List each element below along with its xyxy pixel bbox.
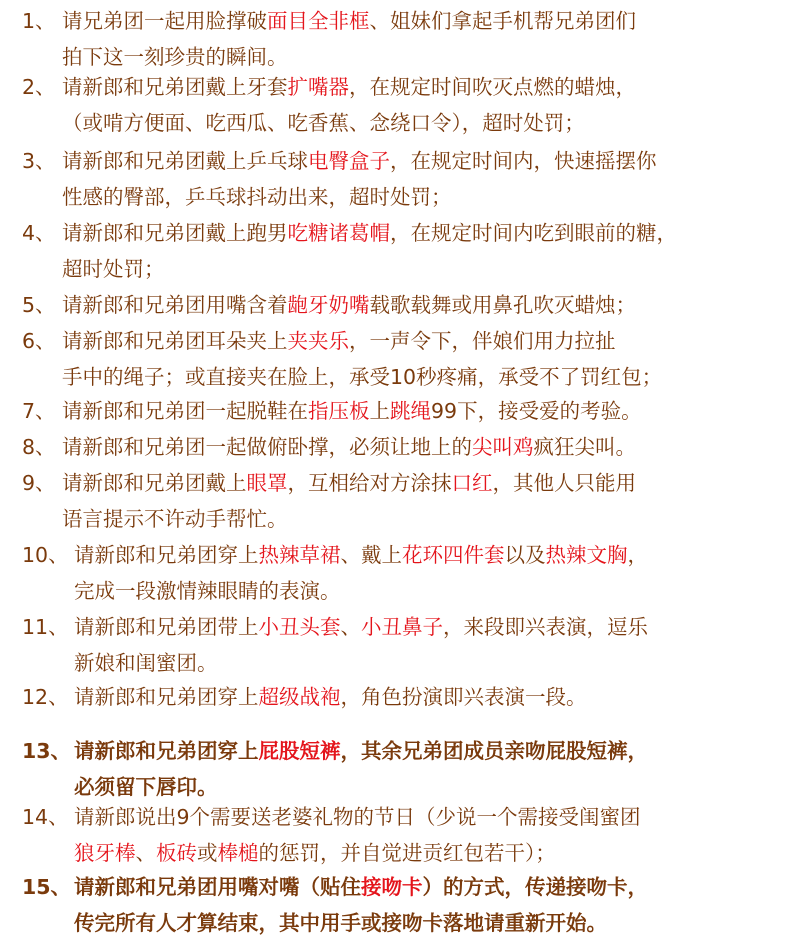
list-item xyxy=(0,8,790,80)
highlighted-prop: 狼牙棒 xyxy=(74,841,136,865)
item-text-line xyxy=(62,328,616,354)
text-segment: 请新郎和兄弟团戴上跑男 xyxy=(62,221,288,245)
text-segment: 请新郎和兄弟团戴上牙套 xyxy=(62,75,288,99)
text-segment: ，在规定时间内，快速摇摆你 xyxy=(390,149,657,173)
item-text-line xyxy=(62,506,288,532)
text-segment: 请新郎和兄弟团用嘴对嘴（贴住 xyxy=(74,875,361,899)
highlighted-prop: 屁股短裤 xyxy=(258,739,341,763)
item-number: 1、 xyxy=(22,9,56,33)
text-segment: 传完所有人才算结束，其中用手或接吻卡落地请重新开始。 xyxy=(74,911,607,935)
list-item xyxy=(0,874,790,946)
text-segment: ，在规定时间内吃到眼前的糖， xyxy=(390,221,677,245)
text-segment: 请新郎和兄弟团耳朵夹上 xyxy=(62,329,288,353)
text-segment: 或 xyxy=(197,841,218,865)
item-text-line xyxy=(62,148,657,174)
text-segment: ）的方式，传递接吻卡， xyxy=(422,875,648,899)
item-number: 9、 xyxy=(22,471,56,495)
list-item xyxy=(0,470,790,542)
text-segment: 的惩罚，并自觉进贡红包若干）； xyxy=(258,841,556,865)
text-segment: 性感的臀部，乒乓球抖动出来，超时处罚； xyxy=(62,185,452,209)
text-segment: 手中的绳子；或直接夹在脸上，承受10秒疼痛，承受不了罚红包； xyxy=(62,365,663,389)
highlighted-prop: 面目全非框 xyxy=(267,9,370,33)
highlighted-prop: 口红 xyxy=(451,471,493,495)
text-segment: 完成一段激情辣眼睛的表演。 xyxy=(74,579,341,603)
text-segment: 超时处罚； xyxy=(62,257,165,281)
item-text-line xyxy=(62,398,642,424)
item-number: 4、 xyxy=(22,221,56,245)
list-item xyxy=(0,542,790,614)
list-item xyxy=(0,292,790,328)
item-text-line xyxy=(62,110,585,136)
item-text-line xyxy=(62,292,636,318)
text-segment: 语言提示不许动手帮忙。 xyxy=(62,507,288,531)
item-text-line xyxy=(74,650,218,676)
highlighted-prop: 热辣草裙 xyxy=(258,543,341,567)
highlighted-prop: 龅牙奶嘴 xyxy=(287,293,370,317)
list-item xyxy=(0,434,790,470)
text-segment: ，其余兄弟团成员亲吻屁股短裤， xyxy=(340,739,648,763)
text-segment: ，在规定时间吹灭点燃的蜡烛， xyxy=(349,75,636,99)
highlighted-prop: 小丑鼻子 xyxy=(361,615,443,639)
item-text-line xyxy=(74,542,648,568)
text-segment: ， xyxy=(627,543,648,567)
list-item xyxy=(0,74,790,146)
text-segment: ，互相给对方涂抹 xyxy=(287,471,452,495)
list-item xyxy=(0,148,790,220)
text-segment: ，其他人只能用 xyxy=(492,471,636,495)
list-item xyxy=(0,738,790,810)
text-segment: 、 xyxy=(340,615,361,639)
highlighted-prop: 板砖 xyxy=(156,841,197,865)
text-segment: ，来段即兴表演，逗乐 xyxy=(443,615,648,639)
text-segment: 、 xyxy=(135,841,156,865)
item-number: 7、 xyxy=(22,399,56,423)
item-number: 11、 xyxy=(22,615,69,639)
item-text-line xyxy=(62,470,636,496)
text-segment: 以及 xyxy=(504,543,546,567)
list-item xyxy=(0,804,790,876)
text-segment: 请新郎说出9个需要送老婆礼物的节日（少说一个需接受闺蜜团 xyxy=(74,805,641,829)
item-text-line xyxy=(62,8,636,34)
text-segment: 载歌载舞或用鼻孔吹灭蜡烛； xyxy=(369,293,636,317)
highlighted-prop: 超级战袍 xyxy=(258,685,341,709)
text-segment: 请新郎和兄弟团戴上乒乓球 xyxy=(62,149,308,173)
item-number: 3、 xyxy=(22,149,56,173)
item-number: 8、 xyxy=(22,435,56,459)
item-text-line xyxy=(62,220,677,246)
list-item xyxy=(0,614,790,686)
text-segment: 请新郎和兄弟团一起脱鞋在 xyxy=(62,399,308,423)
item-text-line xyxy=(62,184,452,210)
text-segment: 、戴上 xyxy=(340,543,402,567)
highlighted-prop: 尖叫鸡 xyxy=(472,435,534,459)
item-text-line xyxy=(62,74,636,100)
text-segment: 上 xyxy=(369,399,390,423)
highlighted-prop: 夹夹乐 xyxy=(287,329,349,353)
highlighted-prop: 眼罩 xyxy=(246,471,288,495)
item-number: 6、 xyxy=(22,329,56,353)
item-number: 10、 xyxy=(22,543,69,567)
item-text-line xyxy=(74,910,607,936)
text-segment: 新娘和闺蜜团。 xyxy=(74,651,218,675)
text-segment: 请新郎和兄弟团用嘴含着 xyxy=(62,293,288,317)
text-segment: 疯狂尖叫。 xyxy=(533,435,636,459)
highlighted-prop: 吃糖诸葛帽 xyxy=(287,221,390,245)
text-segment: 请新郎和兄弟团一起做俯卧撑，必须让地上的 xyxy=(62,435,472,459)
item-number: 15、 xyxy=(22,875,72,899)
highlighted-prop: 指压板 xyxy=(308,399,370,423)
item-text-line xyxy=(62,364,662,390)
item-text-line xyxy=(62,256,165,282)
highlighted-prop: 小丑头套 xyxy=(258,615,341,639)
highlighted-prop: 跳绳 xyxy=(390,399,431,423)
text-segment: 请新郎和兄弟团穿上 xyxy=(74,543,259,567)
highlighted-prop: 扩嘴器 xyxy=(287,75,349,99)
text-segment: 请兄弟团一起用脸撑破 xyxy=(62,9,267,33)
item-text-line xyxy=(74,804,641,830)
item-number: 13、 xyxy=(22,739,72,763)
text-segment: 、姐妹们拿起手机帮兄弟团们 xyxy=(369,9,636,33)
item-text-line xyxy=(62,44,288,70)
text-segment: （或啃方便面、吃西瓜、吃香蕉、念绕口令），超时处罚； xyxy=(62,111,585,135)
text-segment: 请新郎和兄弟团穿上 xyxy=(74,685,259,709)
list-item xyxy=(0,220,790,292)
list-item xyxy=(0,328,790,400)
item-text-line xyxy=(74,578,341,604)
item-text-line xyxy=(74,684,587,710)
item-text-line xyxy=(74,738,648,764)
text-segment: 请新郎和兄弟团带上 xyxy=(74,615,259,639)
item-number: 14、 xyxy=(22,805,69,829)
highlighted-prop: 花环四件套 xyxy=(402,543,505,567)
text-segment: 请新郎和兄弟团穿上 xyxy=(74,739,259,763)
item-number: 12、 xyxy=(22,685,69,709)
item-number: 5、 xyxy=(22,293,56,317)
list-item xyxy=(0,398,790,434)
text-segment: ，一声令下，伴娘们用力拉扯 xyxy=(349,329,616,353)
text-segment: 99下，接受爱的考验。 xyxy=(431,399,642,423)
item-text-line xyxy=(74,774,218,800)
item-text-line xyxy=(62,434,636,460)
text-segment: 拍下这一刻珍贵的瞬间。 xyxy=(62,45,288,69)
item-text-line xyxy=(74,840,556,866)
item-number: 2、 xyxy=(22,75,56,99)
highlighted-prop: 热辣文胸 xyxy=(545,543,628,567)
item-text-line xyxy=(74,874,648,900)
text-segment: 请新郎和兄弟团戴上 xyxy=(62,471,247,495)
text-segment: ，角色扮演即兴表演一段。 xyxy=(340,685,587,709)
list-item xyxy=(0,684,790,720)
text-segment: 必须留下唇印。 xyxy=(74,775,218,799)
highlighted-prop: 电臀盒子 xyxy=(308,149,390,173)
highlighted-prop: 棒槌 xyxy=(217,841,259,865)
item-text-line xyxy=(74,614,648,640)
highlighted-prop: 接吻卡 xyxy=(361,875,423,899)
